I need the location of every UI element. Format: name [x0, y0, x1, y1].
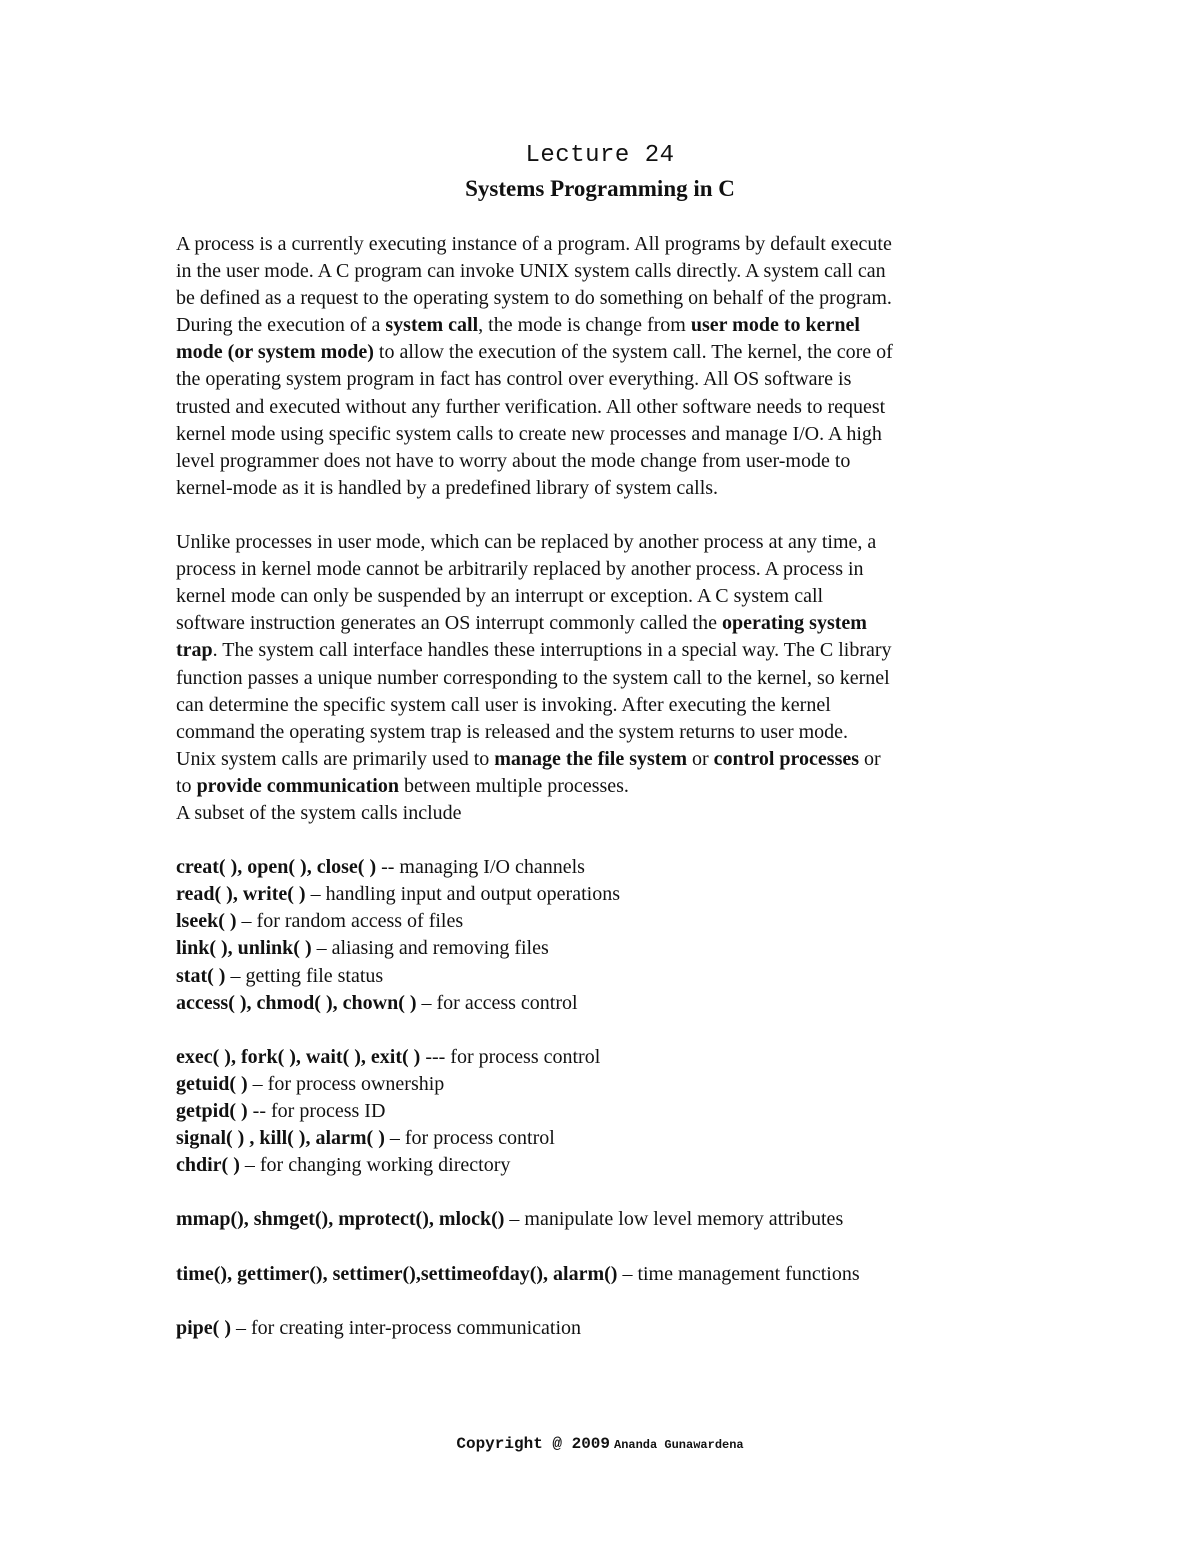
author-name: Ananda Gunawardena	[614, 1438, 744, 1452]
paragraph-line: kernel mode can only be suspended by an interrupt or exception. A C system call	[176, 585, 824, 608]
paragraph-spacer	[176, 502, 1046, 529]
system-call-names: time(), gettimer(), settimer(),settimeofday(), alarm()	[176, 1262, 618, 1285]
paragraph-line: the operating system program in fact has control over everything. All OS software is	[176, 368, 852, 391]
bold-term: trap	[176, 639, 213, 662]
system-call-description: – aliasing and removing files	[311, 937, 549, 960]
system-call-entry	[176, 1044, 1046, 1071]
system-call-description: --- for process control	[420, 1045, 601, 1068]
text-run: to allow the execution of the system call. The kernel, the core of	[373, 341, 893, 364]
text-run: between multiple processes.	[398, 774, 629, 797]
paragraph-line: can determine the specific system call user is invoking. After executing the kernel	[176, 693, 831, 716]
text-run: Unix system calls are primarily used to	[176, 747, 495, 770]
document-body	[176, 231, 1046, 1342]
system-call-names: read( ), write( )	[176, 883, 306, 906]
paragraph-line: A process is a currently executing instance of a program. All programs by default execute	[176, 233, 892, 255]
system-call-description: – for process ownership	[247, 1072, 445, 1095]
system-call-names: lseek( )	[176, 910, 237, 933]
system-call-names: stat( )	[176, 964, 226, 987]
system-call-entry	[176, 1098, 1046, 1125]
bold-term: control processes	[713, 747, 860, 770]
document-title: Systems Programming in C	[465, 176, 735, 201]
bold-term: provide communication	[196, 774, 399, 797]
paragraph-processes	[176, 231, 1046, 502]
paragraph-line	[176, 637, 1046, 664]
lecture-number: Lecture 24	[525, 142, 675, 169]
system-call-entry	[176, 1206, 1046, 1233]
text-run: to	[176, 774, 197, 797]
paragraph-line: kernel mode using specific system calls to create new processes and manage I/O. A high	[176, 422, 882, 445]
system-call-entry	[176, 990, 1046, 1017]
system-call-description: – manipulate low level memory attributes	[504, 1208, 844, 1231]
text-run: , the mode is change from	[478, 314, 691, 337]
system-call-entry	[176, 854, 1046, 881]
system-call-description: – for creating inter-process communication	[231, 1316, 582, 1339]
system-calls-list-ipc	[176, 1315, 1046, 1342]
system-call-names: exec( ), fork( ), wait( ), exit( )	[176, 1045, 421, 1068]
system-call-names: creat( ), open( ), close( )	[176, 856, 377, 879]
system-call-description: – for process control	[384, 1127, 555, 1150]
system-call-description: -- managing I/O channels	[376, 856, 585, 879]
paragraph-line: function passes a unique number corresponding to the system call to the kernel, so kernel	[176, 666, 890, 689]
paragraph-kernel-mode	[176, 529, 1046, 827]
system-call-description: – getting file status	[225, 964, 384, 987]
paragraph-line: in the user mode. A C program can invoke UNIX system calls directly. A system call can	[176, 260, 886, 283]
list-spacer	[176, 1017, 1046, 1044]
system-call-description: -- for process ID	[247, 1100, 386, 1122]
paragraph-line: level programmer does not have to worry about the mode change from user-mode to	[176, 449, 851, 472]
paragraph-line	[176, 773, 1046, 800]
paragraph-line: process in kernel mode cannot be arbitrarily replaced by another process. A process in	[176, 558, 864, 581]
paragraph-line	[176, 610, 1046, 637]
system-call-entry	[176, 963, 1046, 990]
system-call-entry	[176, 1071, 1046, 1098]
system-calls-list-memory	[176, 1206, 1046, 1233]
system-call-entry	[176, 935, 1046, 962]
bold-term: operating system	[721, 612, 867, 635]
paragraph-line: kernel-mode as it is handled by a predefined library of system calls.	[176, 476, 719, 499]
system-call-entry	[176, 908, 1046, 935]
page-footer	[0, 1434, 1200, 1455]
paragraph-line: Unlike processes in user mode, which can be replaced by another process at any time, a	[176, 531, 877, 554]
system-call-description: – for access control	[416, 991, 578, 1014]
system-call-description: – time management functions	[617, 1262, 860, 1285]
text-run: or	[859, 747, 881, 770]
paragraph-line: A subset of the system calls include	[176, 801, 462, 824]
system-calls-list-time	[176, 1261, 1046, 1288]
system-call-names: pipe( )	[176, 1316, 231, 1339]
bold-term: mode (or system mode)	[176, 341, 374, 364]
system-call-description: – handling input and output operations	[305, 883, 620, 906]
system-call-names: access( ), chmod( ), chown( )	[176, 991, 417, 1014]
paragraph-line	[176, 746, 1046, 773]
paragraph-line	[176, 312, 1046, 339]
system-call-entry	[176, 881, 1046, 908]
paragraph-spacer	[176, 827, 1046, 854]
paragraph-line	[176, 339, 1046, 366]
bold-term: system call	[385, 314, 479, 337]
paragraph-line: trusted and executed without any further verification. All other software needs to request	[176, 395, 886, 418]
list-spacer	[176, 1288, 1046, 1315]
system-call-names: link( ), unlink( )	[176, 937, 312, 960]
system-call-names: signal( ) , kill( ), alarm( )	[176, 1127, 385, 1150]
system-call-names: getpid( )	[176, 1100, 248, 1122]
list-spacer	[176, 1179, 1046, 1206]
system-call-entry	[176, 1125, 1046, 1152]
list-spacer	[176, 1233, 1046, 1260]
text-run: software instruction generates an OS interrupt commonly called the	[176, 612, 722, 635]
bold-term: manage the file system	[494, 747, 687, 770]
system-call-description: – for random access of files	[236, 910, 464, 933]
copyright-text: Copyright @ 2009	[456, 1435, 610, 1453]
bold-term: user mode to kernel	[690, 314, 860, 337]
system-call-entry	[176, 1261, 1046, 1288]
system-call-names: getuid( )	[176, 1072, 248, 1095]
system-call-entry	[176, 1315, 1046, 1342]
system-call-entry	[176, 1152, 1046, 1179]
paragraph-line: command the operating system trap is released and the system returns to user mode.	[176, 720, 849, 743]
system-calls-list-process	[176, 1044, 1046, 1179]
system-calls-list-io	[176, 854, 1046, 1017]
paragraph-line: be defined as a request to the operating system to do something on behalf of the program.	[176, 287, 892, 310]
system-call-names: chdir( )	[176, 1154, 240, 1177]
text-run: . The system call interface handles these interruptions in a special way. The C library	[212, 639, 892, 662]
system-call-description: – for changing working directory	[239, 1154, 511, 1177]
text-run: or	[687, 747, 714, 770]
text-run: During the execution of a	[176, 314, 386, 337]
system-call-names: mmap(), shmget(), mprotect(), mlock()	[176, 1208, 505, 1231]
